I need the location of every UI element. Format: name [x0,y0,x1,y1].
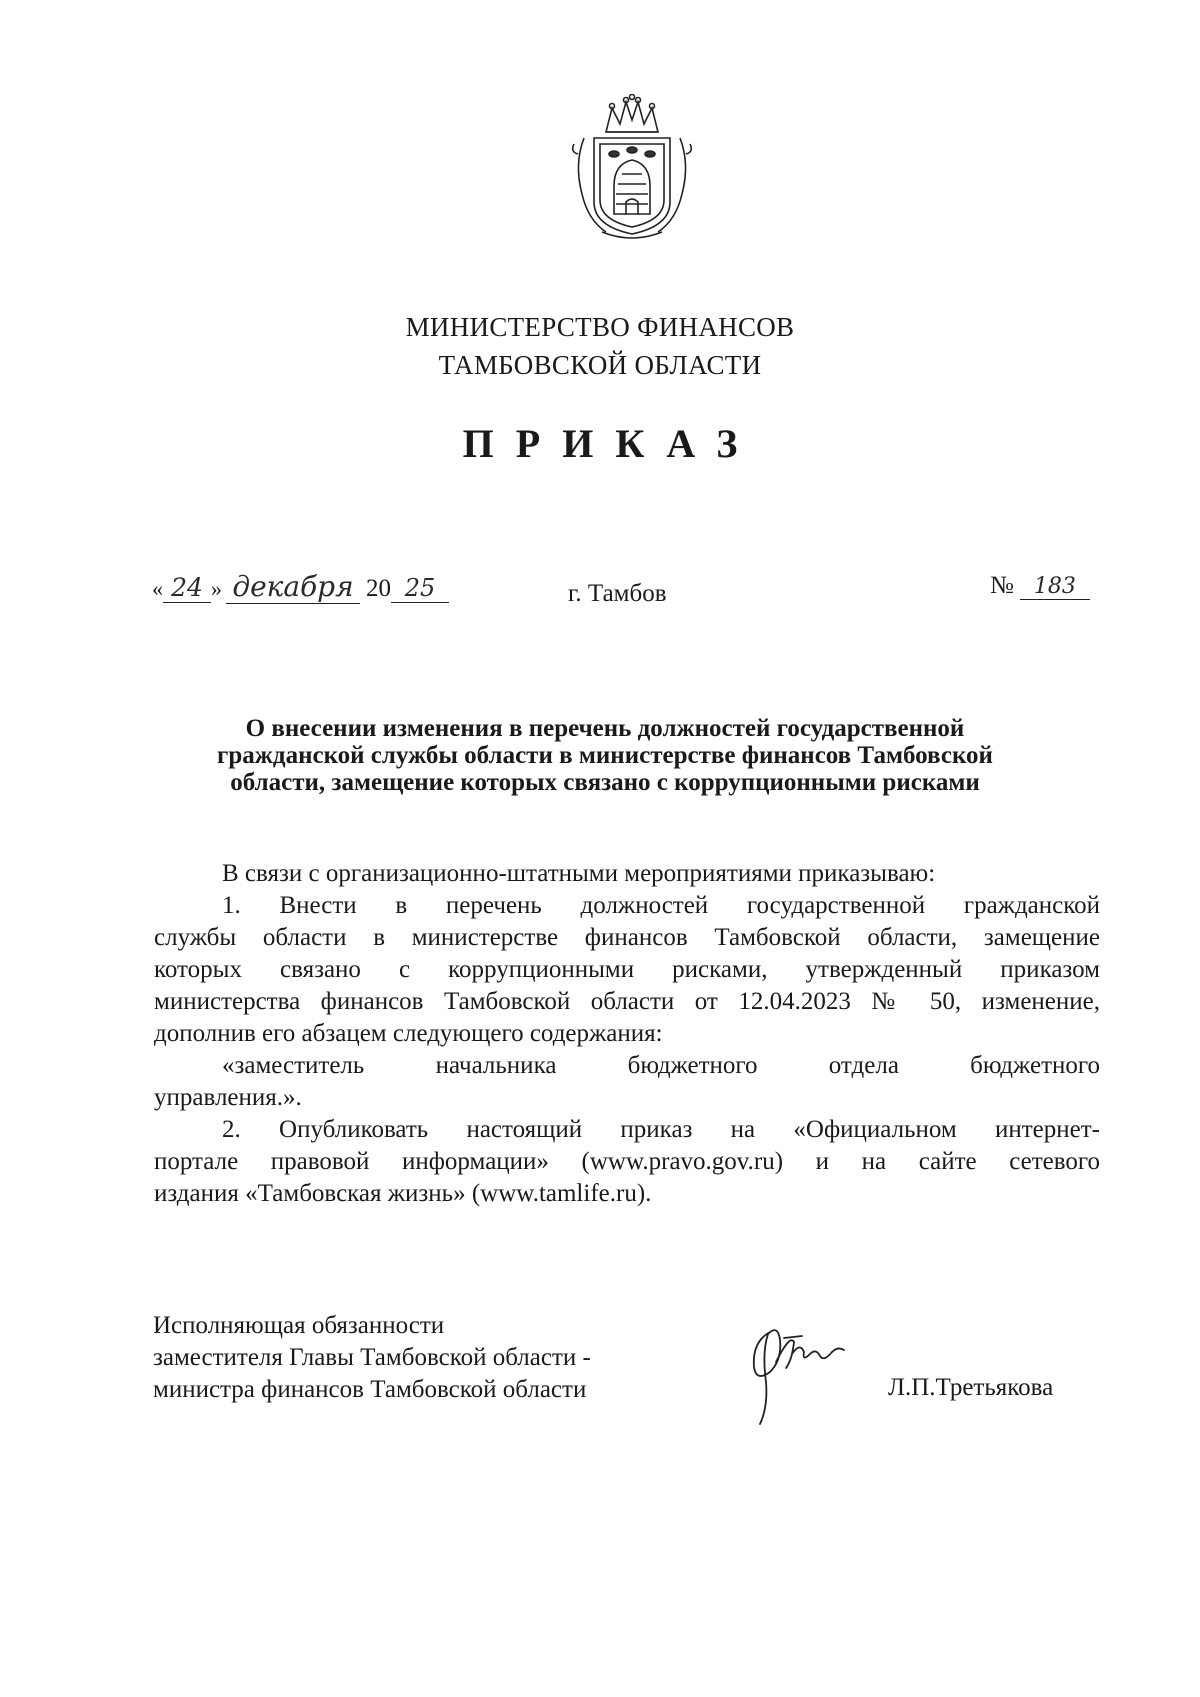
position-line-2: заместителя Главы Тамбовской области - [153,1344,591,1371]
number-value: 183 [1020,574,1090,600]
position-line-1: Исполняющая обязанности [153,1312,445,1339]
quote-line-1: «заместитель начальника бюджетного отдела бюджетного [222,1052,1100,1079]
handwritten-signature [740,1312,850,1432]
ministry-line-2: ТАМБОВСКОЙ ОБЛАСТИ [438,350,762,380]
item1-line-2: службы области в министерстве финансов Тамбовской области, замещение [154,924,1100,951]
signer-name: Л.П.Третьякова [888,1374,1054,1401]
order-number [990,572,1090,600]
date-quote-open: « [152,576,163,601]
position-line-3: министра финансов Тамбовской области [153,1376,587,1403]
date-month: декабря [226,570,360,604]
order-subject [155,715,1055,796]
subject-line-2: гражданской службы области в министерстве финансов Тамбовской [217,742,993,769]
number-label: № [990,572,1014,599]
item2-line-3: издания «Тамбовская жизнь» (www.tamlife.ru). [154,1180,652,1207]
ministry-name [300,308,900,384]
date-day: 24 [163,573,211,603]
item2-line-1: 2. Опубликовать настоящий приказ на «Официальном интернет- [222,1116,1100,1143]
item1-line-5: дополнив его абзацем следующего содержания: [154,1020,663,1047]
order-date [152,570,449,604]
item2-line-2: портале правовой информации» (www.pravo.gov.ru) и на сайте сетевого [154,1148,1100,1175]
ministry-line-1: МИНИСТЕРСТВО ФИНАНСОВ [405,312,795,342]
date-quote-close: » [211,576,222,601]
subject-line-1: О внесении изменения в перечень должностей государственной [245,715,965,742]
intro-paragraph: В связи с организационно-штатными мероприятиями приказываю: [222,860,936,887]
item1-line-3: которых связано с коррупционными рисками, утвержденный приказом [154,956,1100,983]
quote-line-2: управления.». [154,1084,302,1111]
signer-position [153,1310,591,1406]
item1-line-1: 1. Внести в перечень должностей государственной гражданской [222,892,1100,919]
subject-line-3: области, замещение которых связано с коррупционными рисками [230,769,980,796]
item1-line-4: министерства финансов Тамбовской области от 12.04.2023 № 50, изменение, [154,988,1100,1015]
document-type-title: ПРИКАЗ [462,421,760,466]
date-year-prefix: 20 [366,575,391,602]
city-label: г. Тамбов [568,580,667,607]
coat-of-arms-emblem [562,94,702,244]
date-year: 25 [391,574,449,603]
